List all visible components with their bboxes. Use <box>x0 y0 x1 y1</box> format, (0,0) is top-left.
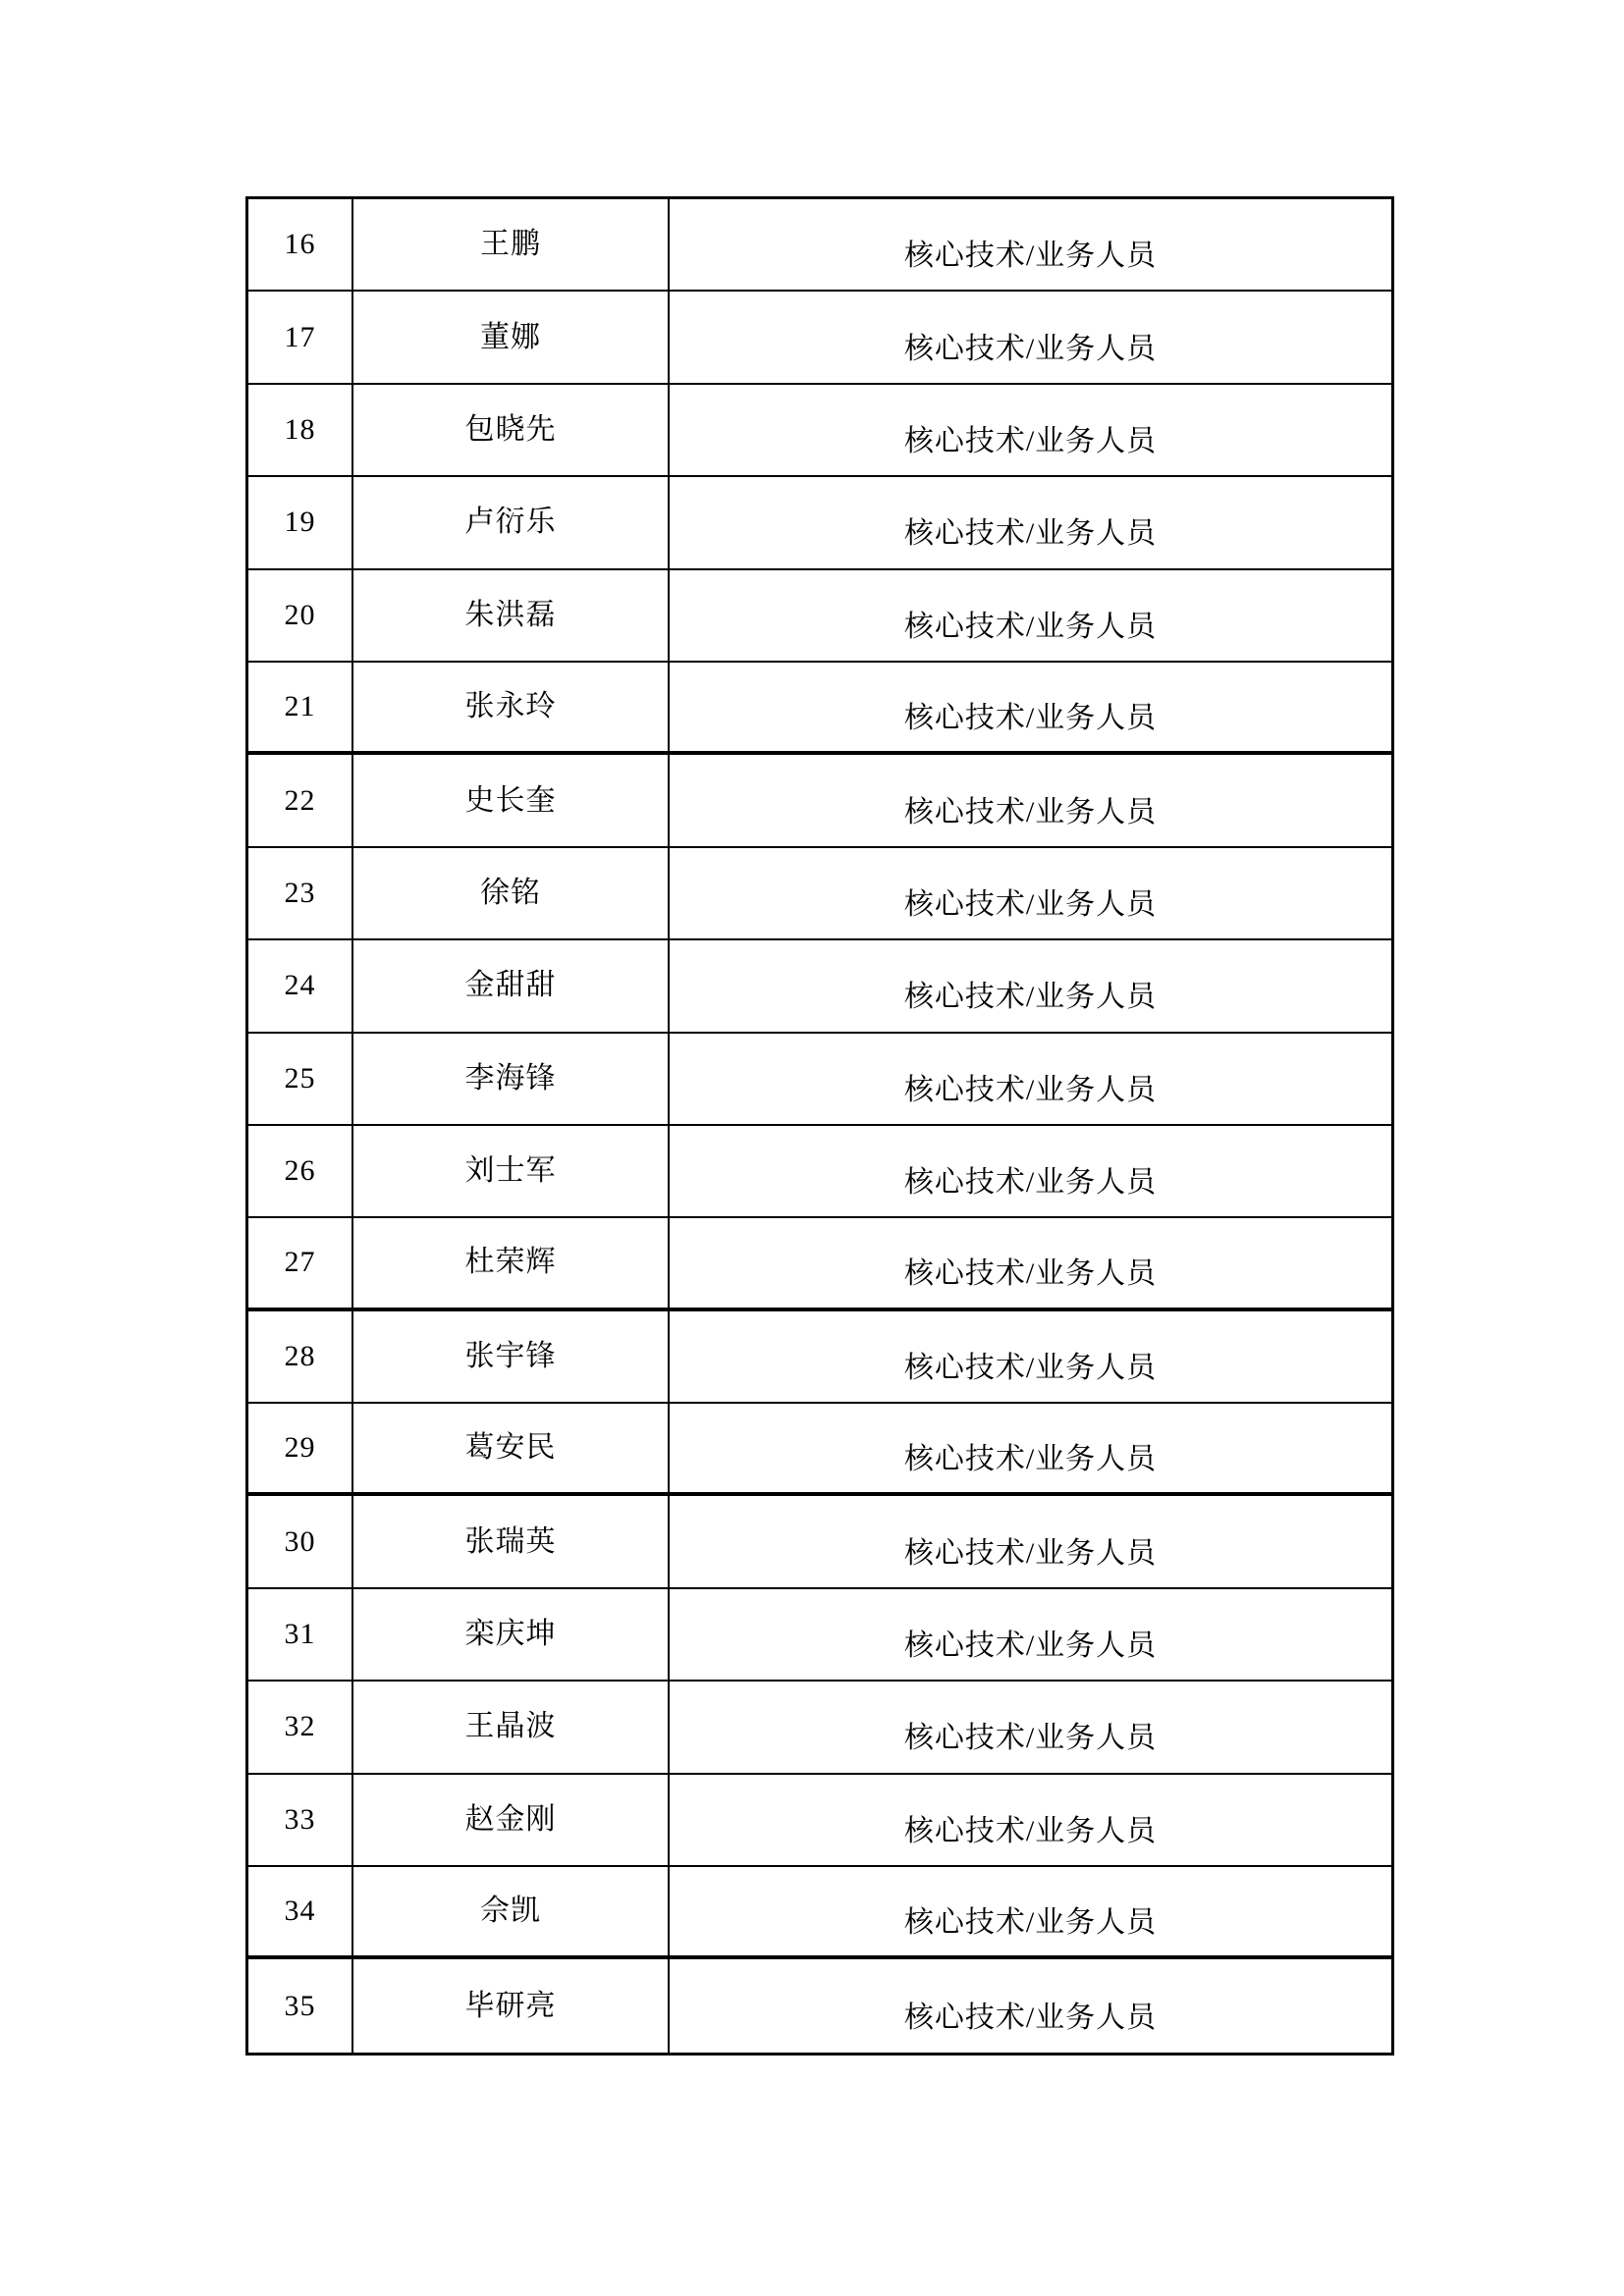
person-category: 核心技术/业务人员 <box>903 702 1158 735</box>
category-cell <box>670 199 1391 290</box>
category-cell <box>670 663 1391 751</box>
person-category: 核心技术/业务人员 <box>903 1906 1158 1940</box>
table-row <box>248 570 1391 663</box>
row-index: 35 <box>284 1989 316 2022</box>
person-name: 杜荣辉 <box>464 1246 557 1279</box>
category-cell <box>670 477 1391 567</box>
person-category: 核心技术/业务人员 <box>903 1351 1158 1384</box>
name-cell <box>353 1404 670 1492</box>
name-cell <box>353 1775 670 1865</box>
index-cell <box>248 848 353 938</box>
person-name: 张永玲 <box>464 690 557 723</box>
row-index: 24 <box>284 969 316 1002</box>
category-cell <box>670 1959 1391 2052</box>
category-cell <box>670 1311 1391 1402</box>
person-category: 核心技术/业务人员 <box>903 1722 1158 1755</box>
person-category: 核心技术/业务人员 <box>903 1073 1158 1106</box>
name-cell <box>353 1589 670 1680</box>
index-cell <box>248 1034 353 1124</box>
category-cell <box>670 755 1391 845</box>
person-category: 核心技术/业务人员 <box>903 981 1158 1014</box>
category-cell <box>670 1682 1391 1772</box>
person-category: 核心技术/业务人员 <box>903 1629 1158 1663</box>
name-cell <box>353 385 670 475</box>
person-category: 核心技术/业务人员 <box>903 1443 1158 1476</box>
person-category: 核心技术/业务人员 <box>903 887 1158 921</box>
category-cell <box>670 1404 1391 1492</box>
category-cell <box>670 1867 1391 1955</box>
category-cell <box>670 1589 1391 1680</box>
category-cell <box>670 1496 1391 1586</box>
person-category: 核心技术/业务人员 <box>903 1814 1158 1847</box>
person-category: 核心技术/业务人员 <box>903 795 1158 828</box>
row-index: 17 <box>284 320 316 353</box>
name-cell <box>353 570 670 661</box>
index-cell <box>248 940 353 1031</box>
table-row <box>248 1496 1391 1588</box>
index-cell <box>248 1404 353 1492</box>
person-category: 核心技术/业务人员 <box>903 517 1158 551</box>
name-cell <box>353 292 670 382</box>
row-index: 33 <box>284 1802 316 1836</box>
category-cell <box>670 1126 1391 1216</box>
table-row <box>248 1126 1391 1218</box>
name-cell <box>353 1034 670 1124</box>
person-name: 赵金刚 <box>464 1802 557 1836</box>
name-cell <box>353 1496 670 1586</box>
person-name: 佘凯 <box>480 1895 541 1928</box>
person-name: 刘士军 <box>464 1154 557 1188</box>
row-index: 16 <box>284 228 316 261</box>
row-index: 30 <box>284 1524 316 1558</box>
name-cell <box>353 477 670 567</box>
row-index: 20 <box>284 598 316 631</box>
index-cell <box>248 292 353 382</box>
person-category: 核心技术/业务人员 <box>903 610 1158 643</box>
row-index: 26 <box>284 1154 316 1188</box>
index-cell <box>248 385 353 475</box>
index-cell <box>248 1126 353 1216</box>
name-cell <box>353 755 670 845</box>
index-cell <box>248 1959 353 2052</box>
index-cell <box>248 1682 353 1772</box>
category-cell <box>670 292 1391 382</box>
table-row <box>248 755 1391 847</box>
person-name: 金甜甜 <box>464 969 557 1002</box>
table-row <box>248 940 1391 1033</box>
category-cell <box>670 385 1391 475</box>
person-name: 张宇锋 <box>464 1339 557 1372</box>
index-cell <box>248 570 353 661</box>
index-cell <box>248 477 353 567</box>
person-name: 徐铭 <box>480 876 541 909</box>
table-row <box>248 1218 1391 1310</box>
name-cell <box>353 1311 670 1402</box>
table-row <box>248 1775 1391 1867</box>
table-row <box>248 1589 1391 1682</box>
category-cell <box>670 570 1391 661</box>
table-row <box>248 1034 1391 1126</box>
index-cell <box>248 199 353 290</box>
row-index: 32 <box>284 1710 316 1743</box>
name-cell <box>353 199 670 290</box>
row-index: 22 <box>284 783 316 817</box>
name-cell <box>353 1682 670 1772</box>
row-index: 31 <box>284 1618 316 1651</box>
name-cell <box>353 848 670 938</box>
person-name: 卢衍乐 <box>464 506 557 539</box>
person-category: 核心技术/业务人员 <box>903 424 1158 457</box>
row-index: 34 <box>284 1895 316 1928</box>
person-name: 张瑞英 <box>464 1524 557 1558</box>
personnel-table <box>245 196 1394 2056</box>
name-cell <box>353 1959 670 2052</box>
person-name: 包晓先 <box>464 412 557 446</box>
table-row <box>248 385 1391 477</box>
person-name: 朱洪磊 <box>464 598 557 631</box>
table-row <box>248 1959 1391 2052</box>
index-cell <box>248 1589 353 1680</box>
category-cell <box>670 1218 1391 1307</box>
person-category: 核心技术/业务人员 <box>903 1166 1158 1200</box>
category-cell <box>670 1775 1391 1865</box>
row-index: 21 <box>284 690 316 723</box>
index-cell <box>248 1311 353 1402</box>
person-name: 王晶波 <box>464 1710 557 1743</box>
table-row <box>248 1867 1391 1959</box>
person-category: 核心技术/业务人员 <box>903 1536 1158 1570</box>
row-index: 28 <box>284 1339 316 1372</box>
name-cell <box>353 663 670 751</box>
row-index: 23 <box>284 876 316 909</box>
name-cell <box>353 1126 670 1216</box>
category-cell <box>670 940 1391 1031</box>
person-name: 毕研亮 <box>464 1989 557 2022</box>
table-row <box>248 199 1391 292</box>
table-row <box>248 1682 1391 1774</box>
person-category: 核心技术/业务人员 <box>903 240 1158 273</box>
index-cell <box>248 1496 353 1586</box>
row-index: 18 <box>284 412 316 446</box>
table-row <box>248 848 1391 940</box>
row-index: 25 <box>284 1061 316 1095</box>
table-row <box>248 1404 1391 1496</box>
person-name: 葛安民 <box>464 1431 557 1465</box>
person-category: 核心技术/业务人员 <box>903 1257 1158 1291</box>
person-category: 核心技术/业务人员 <box>903 332 1158 365</box>
index-cell <box>248 1775 353 1865</box>
table-row <box>248 477 1391 569</box>
row-index: 29 <box>284 1431 316 1465</box>
person-name: 栾庆坤 <box>464 1618 557 1651</box>
person-name: 董娜 <box>480 320 541 353</box>
table-row <box>248 663 1391 755</box>
person-name: 李海锋 <box>464 1061 557 1095</box>
index-cell <box>248 755 353 845</box>
category-cell <box>670 848 1391 938</box>
name-cell <box>353 940 670 1031</box>
person-category: 核心技术/业务人员 <box>903 2001 1158 2034</box>
index-cell <box>248 1218 353 1307</box>
row-index: 27 <box>284 1246 316 1279</box>
row-index: 19 <box>284 506 316 539</box>
person-name: 史长奎 <box>464 783 557 817</box>
name-cell <box>353 1218 670 1307</box>
name-cell <box>353 1867 670 1955</box>
person-name: 王鹏 <box>480 228 541 261</box>
table-row <box>248 292 1391 384</box>
table-row <box>248 1311 1391 1404</box>
category-cell <box>670 1034 1391 1124</box>
index-cell <box>248 1867 353 1955</box>
index-cell <box>248 663 353 751</box>
